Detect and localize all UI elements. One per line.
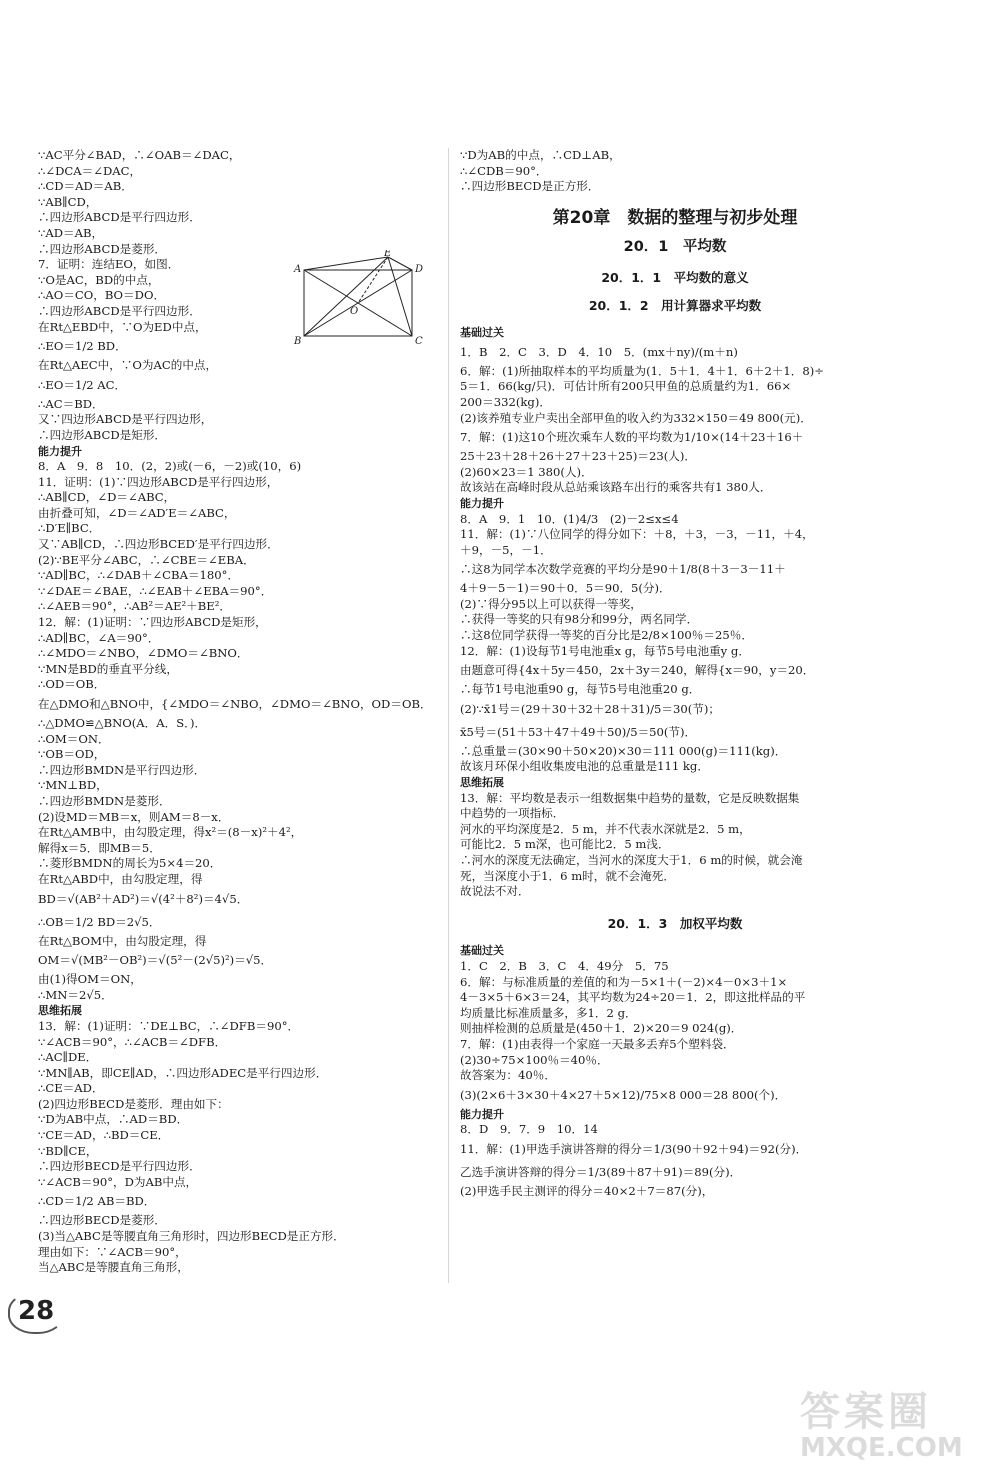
text-line: ∵AD∥BC，∴∠DAB＋∠CBA＝180°． — [38, 568, 240, 583]
chapter-title: 第20章 数据的整理与初步处理 — [552, 207, 798, 228]
text-line: 200＝332(kg)． — [460, 394, 551, 409]
text-line: ∴△DMO≌△BNO(A．A．S．)． — [38, 716, 207, 730]
text-line: 由题意可得{4x＋5y＝450，2x＋3y＝240，解得{x＝90，y＝20． — [460, 663, 815, 678]
text-line: (2)∵BE平分∠ABC，∴∠CBE＝∠EBA． — [38, 552, 255, 567]
text-line: x̄5号＝(51＋53＋47＋49＋50)/5＝50(节)． — [460, 724, 697, 739]
text-line: 故说法不对． — [460, 884, 530, 899]
text-line: 当△ABC是等腰直角三角形， — [38, 1260, 189, 1275]
text-line: ＋9，－5，－1． — [460, 542, 552, 557]
text-line: 又∵四边形ABCD是平行四边形， — [38, 412, 213, 427]
text-line: ∴菱形BMDN的周长为5×4＝20． — [38, 856, 222, 871]
text-line: 死，当深度小于1．6 m时，就不会淹死． — [460, 868, 675, 883]
text-line: 由(1)得OM＝ON， — [38, 972, 142, 987]
watermark-logo — [800, 1380, 990, 1470]
text-line: 则抽样检测的总质量是(450＋1．2)×20＝9 024(g)． — [460, 1021, 743, 1036]
text-line: 12．解：(1)证明：∵四边形ABCD是矩形， — [38, 615, 267, 630]
text-line: ∵MN是BD的垂直平分线， — [38, 661, 178, 676]
text-line: 7．证明：连结EO，如图． — [38, 257, 180, 272]
text-line: 11．证明：(1)∵四边形ABCD是平行四边形， — [38, 474, 279, 489]
text-line: 基础过关 — [460, 944, 504, 958]
text-line: ∴这8为同学本次数学竞赛的平均分是90＋1/8(8＋3－3－11＋ — [460, 562, 786, 577]
text-line: ∴∠MDO＝∠NBO，∠DMO＝∠BNO． — [38, 646, 249, 661]
text-line: 25＋23＋28＋26＋27＋23＋25)＝23(人)． — [460, 449, 696, 464]
text-line: 故该月环保小组收集废电池的总重量是111 kg． — [460, 759, 709, 774]
text-line: 均质量比标准质量多，多1．2 g． — [460, 1005, 637, 1020]
text-line: ∴CD＝AD＝AB． — [38, 179, 133, 194]
text-line: ∴∠DCA＝∠DAC， — [38, 163, 142, 178]
text-line: ∵O是AC，BD的中点， — [38, 272, 160, 287]
label-o: O — [350, 306, 359, 317]
text-line: 13．解：平均数是表示一组数据集中趋势的量数，它是反映数据集 — [460, 790, 800, 805]
text-line: BD＝√(AB²＋AD²)＝√(4²＋8²)＝4√5． — [38, 891, 249, 906]
label-b: B — [294, 336, 302, 346]
page-number: 28 — [18, 1296, 55, 1326]
text-line: ∴CD＝1/2 AB＝BD． — [38, 1194, 156, 1209]
text-line: ∴总重量＝(30×90＋50×20)×30＝111 000(g)＝111(kg)． — [460, 743, 787, 758]
text-line: 7．解：(1)这10个班次乘车人数的平均数为1/10×(14＋23＋16＋ — [460, 430, 804, 445]
text-line: 解得x＝5．即MB＝5． — [38, 840, 161, 855]
text-line: ∴四边形ABCD是矩形． — [38, 427, 167, 442]
text-line: ∴四边形ABCD是平行四边形． — [38, 210, 201, 225]
text-line: ∴每节1号电池重90 g，每节5号电池重20 g． — [460, 682, 701, 697]
text-line: 由折叠可知，∠D＝∠AD′E＝∠ABC， — [38, 505, 236, 520]
text-line: (3)(2×6＋3×30＋4×27＋5×12)/75×8 000＝28 800(个)． — [460, 1087, 787, 1102]
text-line: ∴D′E∥BC． — [38, 521, 101, 536]
text-line: ∴这8位同学获得一等奖的百分比是2/8×100％＝25％． — [460, 628, 753, 643]
text-line: (3)当△ABC是等腰直角三角形时，四边形BECD是正方形． — [38, 1229, 345, 1244]
text-line: ∴OB＝1/2 BD＝2√5． — [38, 914, 161, 929]
right-bottom-block — [460, 943, 890, 1199]
text-line: 能力提升 — [460, 496, 504, 510]
text-line: ∵D为AB中点，∴AD＝BD． — [38, 1112, 189, 1127]
text-line: 能力提升 — [38, 444, 82, 458]
text-line: 能力提升 — [460, 1107, 504, 1121]
text-line: 河水的平均深度是2．5 m，并不代表水深就是2．5 m， — [460, 821, 751, 836]
segment-ec — [388, 257, 412, 336]
text-line: ∴AD∥BC，∠A＝90°． — [38, 630, 160, 645]
text-line: ∵CE＝AD，∴BD＝CE． — [38, 1128, 170, 1143]
section-20-1-3-title: 20．1．3 加权平均数 — [607, 915, 743, 931]
text-line: 4＋9－5－1)＝90＋0．5＝90．5(分)． — [460, 581, 671, 596]
text-line: (2)该养殖专业户卖出全部甲鱼的收入约为332×150＝49 800(元)． — [460, 410, 812, 425]
text-line: 在Rt△AEC中，∵O为AC的中点， — [38, 358, 218, 373]
section-20-1-2-title: 20．1．2 用计算器求平均数 — [588, 297, 762, 313]
text-line: 8．A 9．8 10．(2，2)或(－6，－2)或(10，6) — [38, 459, 302, 474]
text-line: 12．解：(1)设每节1号电池重x g，每节5号电池重y g． — [460, 643, 750, 658]
text-line: ∵AC平分∠BAD，∴∠OAB＝∠DAC， — [38, 148, 241, 162]
text-line: 4－3×5＋6×3＝24，其平均数为24÷20＝1．2，即这批样品的平 — [460, 990, 806, 1005]
right-top-block — [460, 148, 890, 195]
text-line: 又∵AB∥CD，∴四边形BCED′是平行四边形． — [38, 537, 279, 552]
text-line: 13．解：(1)证明：∵DE⊥BC，∴∠DFB＝90°． — [38, 1018, 300, 1033]
text-line: ∵OB＝OD， — [38, 747, 106, 762]
text-line: 思维拓展 — [460, 776, 504, 790]
text-line: 思维拓展 — [38, 1004, 82, 1018]
text-line: 6．解：(1)所抽取样本的平均质量为(1．5＋1．4＋1．6＋2＋1．8)÷ — [460, 363, 825, 378]
segment-ae — [304, 257, 388, 270]
text-line: 故该站在高峰时段从总站乘该路车出行的乘客共有1 380人． — [460, 480, 772, 495]
text-line: 6．解：与标准质量的差值的和为－5×1＋(－2)×4－0×3＋1× — [460, 974, 788, 989]
text-line: 理由如下：∵∠ACB＝90°， — [38, 1244, 187, 1259]
text-line: (2)设MD＝MB＝x，则AM＝8－x． — [38, 809, 230, 824]
text-line: ∴∠CDB＝90°． — [460, 163, 548, 178]
text-line: ∴OM＝ON． — [38, 731, 110, 746]
label-c: C — [415, 336, 423, 346]
text-line: 可能比2．5 m深，也可能比2．5 m浅． — [460, 837, 670, 852]
text-line: ∴四边形BMDN是平行四边形． — [38, 762, 206, 777]
text-line: 基础过关 — [460, 326, 504, 340]
text-line: ∴MN＝2√5． — [38, 987, 113, 1002]
section-20-1-1-title: 20．1．1 平均数的意义 — [601, 269, 749, 285]
text-line: ∵∠ACB＝90°，∴∠ACB＝∠DFB． — [38, 1034, 227, 1049]
text-line: (2)甲选手民主测评的得分＝40×2＋7＝87(分)， — [460, 1183, 714, 1198]
text-line: (2)四边形BECD是菱形．理由如下： — [38, 1096, 229, 1111]
right-column — [460, 148, 890, 1200]
text-line: ∵MN∥AB，即CE∥AD，∴四边形ADEC是平行四边形． — [38, 1065, 328, 1080]
text-line: 5＝1．66(kg/只)．可估计所有200只甲鱼的总质量约为1．66× — [460, 379, 792, 394]
watermark-sub-text: MXQE.COM — [800, 1433, 963, 1463]
text-line: ∵AD＝AB， — [38, 225, 104, 240]
text-line: 中趋势的一项指标． — [460, 806, 565, 821]
text-line: 11．解：(1)∵八位同学的得分如下：＋8，＋3，－3，－11，＋4， — [460, 527, 814, 542]
text-line: ∵AB∥CD， — [38, 194, 98, 209]
text-line: (2)30÷75×100％＝40％． — [460, 1052, 609, 1067]
text-line: 8．D 9．7．9 10．14 — [460, 1122, 598, 1137]
text-line: ∴AC＝BD． — [38, 396, 104, 411]
text-line: ∴OD＝OB． — [38, 677, 106, 692]
text-line: ∴四边形ABCD是菱形． — [38, 241, 167, 256]
text-line: 11．解：(1)甲选手演讲答辩的得分＝1/3(90＋92＋94)＝92(分)． — [460, 1141, 808, 1156]
text-line: 在Rt△EBD中，∵O为ED中点， — [38, 319, 207, 334]
text-line: 1．C 2．B 3．C 4．49分 5．75 — [460, 958, 669, 973]
label-d: D — [415, 264, 424, 275]
text-line: ∴四边形ABCD是平行四边形． — [38, 303, 201, 318]
text-line: ∴AC∥DE． — [38, 1050, 98, 1065]
segment-eo — [358, 257, 388, 303]
label-e: E — [384, 250, 392, 259]
text-line: ∵∠DAE＝∠BAE，∴∠EAB＋∠EBA＝90°． — [38, 583, 273, 598]
text-line: 在Rt△ABD中，由勾股定理，得 — [38, 871, 203, 886]
watermark-main-text: 答案圈 — [800, 1389, 932, 1435]
text-line: ∵MN⊥BD， — [38, 778, 108, 793]
text-line: ∵D为AB的中点，∴CD⊥AB， — [460, 148, 621, 162]
text-line: (2)∵得分95以上可以获得一等奖， — [460, 596, 642, 611]
text-line: ∴EO＝1/2 BD． — [38, 339, 127, 354]
page-number-badge — [8, 1292, 62, 1332]
text-line: ∴四边形BECD是平行四边形． — [38, 1159, 201, 1174]
right-mid-block — [460, 325, 890, 900]
label-a: A — [294, 264, 302, 275]
text-line: OM＝√(MB²－OB²)＝√(5²－(2√5)²)＝√5． — [38, 953, 273, 968]
column-divider — [448, 148, 449, 1283]
section-20-1-title: 20．1 平均数 — [623, 239, 727, 256]
text-line: 8．A 9．1 10．(1)4/3 (2)－2≤x≤4 — [460, 511, 679, 526]
text-line: (2)60×23＝1 380(人)． — [460, 464, 593, 479]
text-line: 在△DMO和△BNO中，{∠MDO＝∠NBO，∠DMO＝∠BNO，OD＝OB． — [38, 697, 432, 711]
text-line: 在Rt△BOM中，由勾股定理，得 — [38, 933, 207, 948]
text-line: ∴四边形BECD是正方形． — [460, 179, 600, 194]
text-line: 在Rt△AMB中，由勾股定理，得x²＝(8－x)²＋4²， — [38, 825, 303, 840]
text-line: ∴四边形BECD是菱形． — [38, 1213, 166, 1228]
text-line: ∵BD∥CE， — [38, 1143, 98, 1158]
segment-be — [304, 257, 388, 336]
text-line: ∴获得一等奖的只有98分和99分，两名同学． — [460, 612, 699, 627]
text-line: ∴河水的深度无法确定，当河水的深度大于1．6 m的时候，就会淹 — [460, 853, 803, 867]
text-line: 1．B 2．C 3．D 4．10 5．(mx＋ny)/(m＋n) — [460, 344, 738, 359]
text-line: ∴四边形BMDN是菱形． — [38, 793, 171, 808]
text-line: 7．解：(1)由表得一个家庭一天最多丢弃5个塑料袋． — [460, 1036, 735, 1051]
text-line: ∴AB∥CD，∠D＝∠ABC， — [38, 490, 176, 505]
text-line: 乙选手演讲答辩的得分＝1/3(89＋87＋91)＝89(分)． — [460, 1164, 742, 1179]
text-line: (2)∵x̄1号＝(29＋30＋32＋28＋31)/5＝30(节)； — [460, 701, 720, 716]
text-line: ∴EO＝1/2 AC． — [38, 377, 127, 392]
text-line: 故答案为：40％． — [460, 1068, 556, 1083]
text-line: ∴AO＝CO，BO＝DO． — [38, 288, 166, 303]
text-line: ∴CE＝AD． — [38, 1081, 104, 1096]
text-line: ∵∠ACB＝90°，D为AB中点， — [38, 1174, 198, 1189]
text-line: ∴∠AEB＝90°，∴AB²＝AE²＋BE²． — [38, 599, 231, 614]
rectangle-figure — [292, 250, 424, 346]
